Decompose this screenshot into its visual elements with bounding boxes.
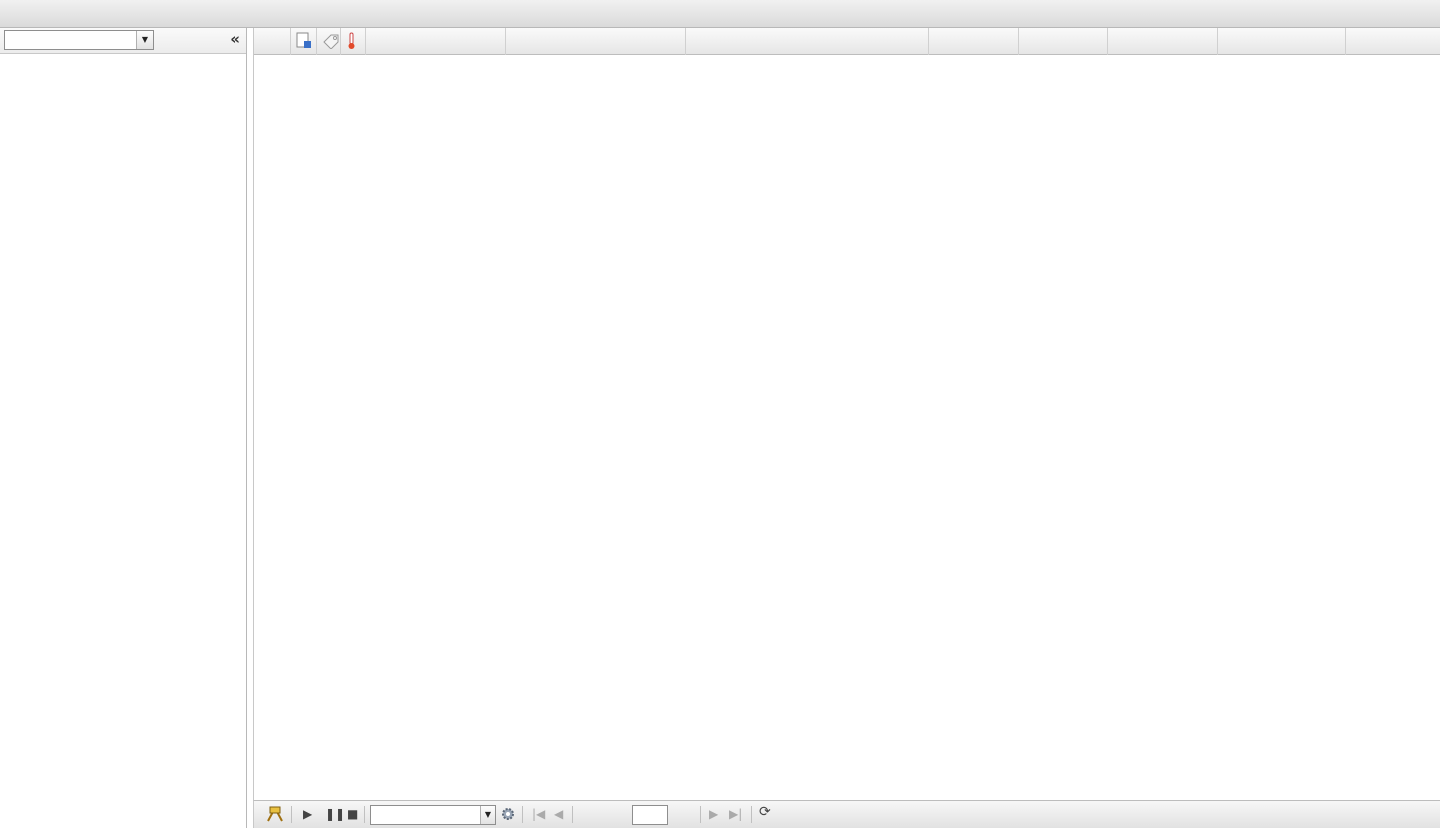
column-header-performers[interactable] [1218, 28, 1346, 55]
grid-header [254, 28, 1440, 55]
page-number-input[interactable] [632, 805, 668, 825]
pause-icon[interactable]: ❚❚ [325, 807, 346, 821]
tag-icon [322, 33, 340, 49]
chevron-down-icon[interactable]: ▼ [136, 31, 153, 49]
column-header-description[interactable] [686, 28, 929, 55]
column-header-start[interactable] [929, 28, 1019, 55]
folder-toolbar [0, 28, 246, 54]
column-header-project[interactable] [366, 28, 506, 55]
refresh-icon[interactable]: ⟳ [759, 804, 771, 820]
gear-icon[interactable] [500, 806, 516, 825]
prev-page-icon[interactable]: ◀ [554, 807, 564, 821]
stop-icon[interactable]: ■ [347, 807, 359, 821]
document-icon [296, 32, 312, 50]
column-header-num[interactable] [254, 28, 291, 55]
pager-toolbar [253, 800, 1440, 828]
play-icon[interactable]: ▶ [303, 807, 313, 821]
column-header-authors[interactable] [1108, 28, 1218, 55]
first-page-icon[interactable]: |◀ [532, 807, 546, 821]
column-header-status[interactable] [1346, 28, 1440, 55]
folder-select[interactable] [4, 30, 154, 50]
checkered-flag-icon[interactable] [266, 805, 284, 826]
folder-tree [0, 54, 246, 57]
tasks-grid [253, 28, 1440, 800]
extra-actions-select[interactable] [370, 805, 496, 825]
column-header-task[interactable] [506, 28, 686, 55]
column-header-document-icon[interactable] [291, 28, 317, 55]
collapse-panel-icon[interactable]: « [230, 30, 240, 48]
next-page-icon[interactable]: ▶ [709, 807, 719, 821]
column-header-tag-icon[interactable] [317, 28, 341, 55]
column-header-end[interactable] [1019, 28, 1108, 55]
last-page-icon[interactable]: ▶| [729, 807, 743, 821]
folder-panel [0, 28, 247, 828]
thermometer-icon [346, 32, 358, 50]
window-title [0, 0, 1440, 28]
chevron-down-icon[interactable]: ▼ [480, 806, 495, 824]
column-header-priority-icon[interactable] [341, 28, 366, 55]
